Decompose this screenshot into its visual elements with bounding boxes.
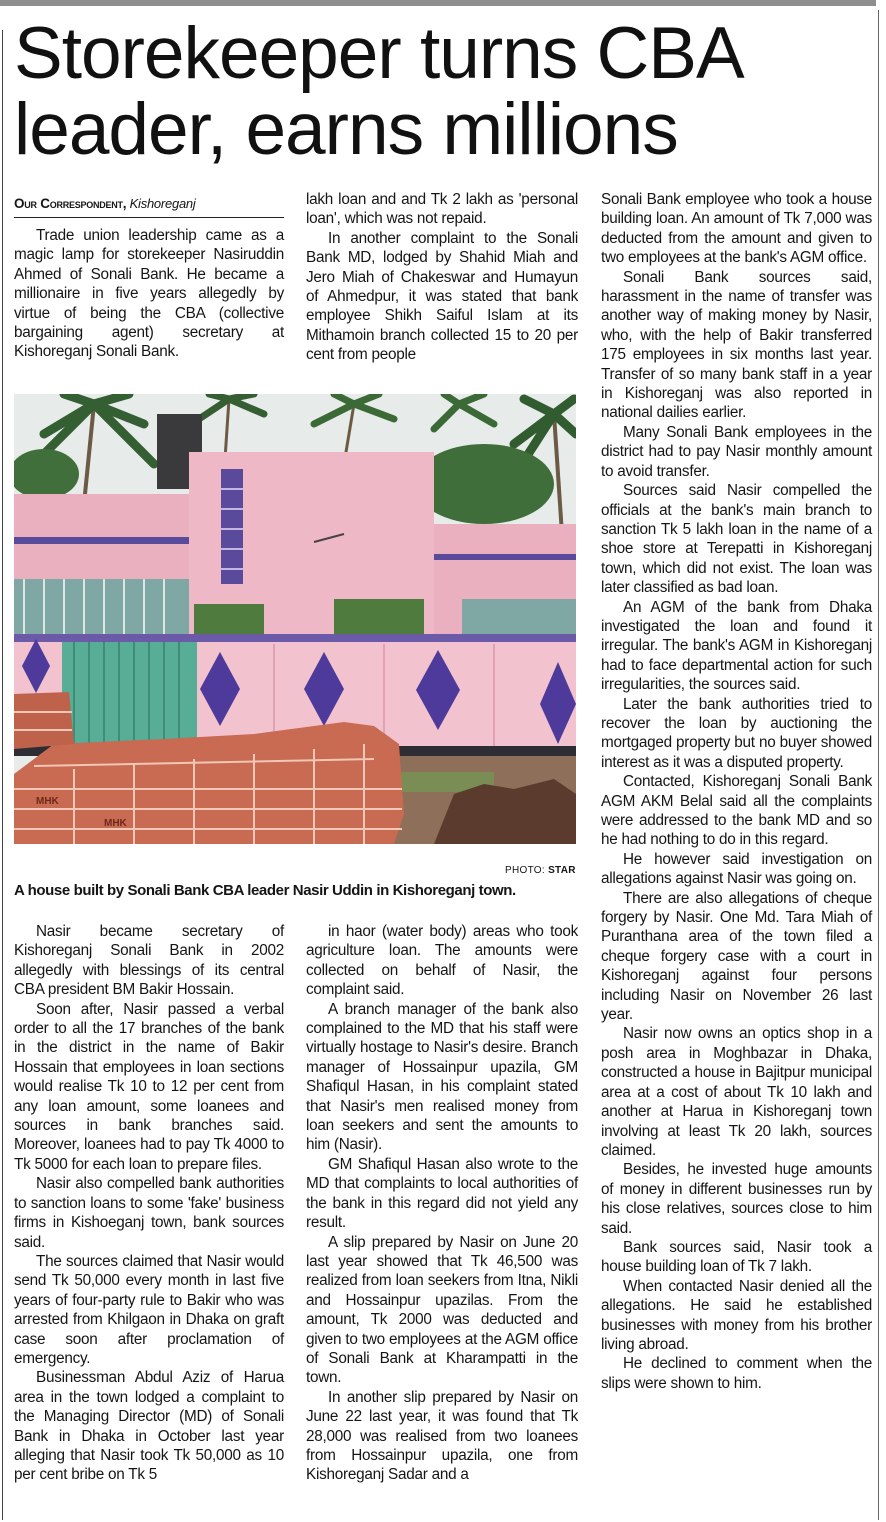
column-3 — [601, 190, 872, 1393]
column-1-top-text — [14, 226, 284, 362]
column-2-bottom — [306, 922, 578, 1485]
article-paragraph: Nasir also compelled bank authorities to sanction loans to some 'fake' business firms in Kishoeganj town, bank sources said. — [14, 1175, 284, 1251]
article-paragraph: A slip prepared by Nasir on June 20 last year showed that Tk 46,500 was realized from loan seekers from Itna, Nikli and Hossainpur upazilas. From the amount, Tk 2000 was deducted and given to two employees at the AGM office of Sonali Bank at Kharampatti in the town. — [306, 1233, 578, 1387]
green-gate — [62, 642, 197, 746]
article-paragraph: Besides, he invested huge amounts of money in different businesses run by his close relatives, sources close to him said. — [601, 1161, 872, 1237]
byline-author: Our Correspondent, — [14, 196, 127, 211]
article-paragraph: When contacted Nasir denied all the allegations. He said he established businesses with money from his brother living abroad. — [601, 1277, 872, 1353]
column-1-bottom — [14, 922, 284, 1485]
photo-caption: A house built by Sonali Bank CBA leader Nasir Uddin in Kishoreganj town. — [14, 882, 516, 899]
brick-stamp: MHK — [36, 796, 59, 807]
article-paragraph: Contacted, Kishoreganj Sonali Bank AGM AKM Belal said all the complaints were addressed to the bank MD and so he had nothing to do in this regard. — [601, 773, 872, 849]
article-paragraph: A branch manager of the bank also complained to the MD that his staff were virtually hostage to Nasir's desire. Branch manager of Hossainpur upazila, GM Shafiqul Hasan, in his complaint stated that Nasir's men realised money from loan seekers and sent the amounts to him (Nasir). — [306, 1000, 578, 1154]
shrub — [334, 599, 424, 639]
article-paragraph: Trade union leadership came as a magic lamp for storekeeper Nasiruddin Ahmed of Sonali Bank. He became a millionaire in five years allegedly by virtue of being the CBA (collective bargaining agent) secretary at Kishoreganj Sonali Bank. — [14, 227, 284, 361]
photo-credit — [505, 865, 576, 876]
article-paragraph: An AGM of the bank from Dhaka investigated the loan and found it irregular. The bank's AGM in Kishoreganj had to face departmental action for such irregularities, the sources said. — [601, 598, 872, 694]
article-paragraph: Bank sources said, Nasir took a house building loan of Tk 7 lakh. — [601, 1238, 872, 1276]
column-3-text — [601, 190, 872, 1393]
article-paragraph: Sonali Bank employee who took a house building loan. An amount of Tk 7,000 was deducted from the amount and given to two employees at the bank's AGM office. — [601, 191, 872, 267]
column-2-bottom-text — [306, 922, 578, 1485]
house-photo — [14, 394, 576, 844]
top-rule — [0, 0, 876, 6]
grille-window-left — [14, 579, 189, 634]
right-column-rule — [878, 10, 879, 1520]
byline-location: Kishoreganj — [129, 196, 196, 211]
byline — [14, 196, 284, 218]
headline: Storekeeper turns CBA leader, earns millions — [14, 13, 740, 170]
column-2-top — [306, 190, 578, 365]
column-1-bottom-text — [14, 922, 284, 1485]
article-paragraph: GM Shafiqul Hasan also wrote to the MD that complaints to local authorities of the bank in this regard did not yield any result. — [306, 1155, 578, 1232]
article-paragraph: in haor (water body) areas who took agriculture loan. The amounts were collected on behalf of Nasir, the complaint said. — [306, 923, 578, 999]
article-paragraph: In another complaint to the Sonali Bank MD, lodged by Shahid Miah and Jero Miah of Chakeswar and Humayun of Ahmedpur, it was stated that bank employee Shikh Saiful Islam at its Mithamoin branch collected 15 to 20 per cent from people — [306, 229, 578, 364]
article-paragraph: Later the bank authorities tried to recover the loan by auctioning the mortgaged property but no buyer showed interest as it was a disputed property. — [601, 695, 872, 771]
article-paragraph: Sonali Bank sources said, harassment in the name of transfer was another way of making money by Nasir, who, with the help of Bakir transferred 175 employees in six months last year. Transfer of so many bank staff in a year in Kishoreganj was also reported in national dailies earlier. — [601, 268, 872, 422]
article-paragraph: lakh loan and and Tk 2 lakh as 'personal loan', which was not repaid. — [306, 191, 578, 228]
column-2-top-text — [306, 190, 578, 365]
article-paragraph: Sources said Nasir compelled the officials at the bank's main branch to sanction Tk 5 lakh loan in the name of a shoe store at Terepatti in Kishoreganj town, which did not exist. The loan was later classified as bad loan. — [601, 482, 872, 597]
article-paragraph: He however said investigation on allegations against Nasir was going on. — [601, 850, 872, 888]
article-paragraph: Nasir became secretary of Kishoreganj Sonali Bank in 2002 allegedly with blessings of its central CBA president BM Bakir Hossain. — [14, 923, 284, 999]
photo-credit-source: STAR — [548, 865, 576, 876]
brick-stamp: MHK — [104, 818, 127, 829]
left-column-rule — [2, 30, 3, 1520]
tower-window — [221, 469, 243, 584]
article-paragraph: Many Sonali Bank employees in the district had to pay Nasir monthly amount to avoid transfer. — [601, 423, 872, 480]
article-paragraph: There are also allegations of cheque forgery by Nasir. One Md. Tara Miah of Puranthana area of the town filed a cheque forgery case with a court in Kishoreganj against four persons including Nasir on November 26 last year. — [601, 889, 872, 1024]
article-paragraph: Businessman Abdul Aziz of Harua area in the town lodged a complaint to the Managing Director (MD) of Sonali Bank in Dhaka in October last year alleging that Nasir took Tk 50,000 as 10 per cent bribe on Tk 5 — [14, 1369, 284, 1484]
article-paragraph: The sources claimed that Nasir would send Tk 50,000 every month in last five years of four-party rule to Bakir who was arrested from Khilgaon in Dhaka on graft case soon after proclamation of emergency. — [14, 1252, 284, 1367]
column-1-top — [14, 196, 284, 362]
article-paragraph: Nasir now owns an optics shop in a posh area in Moghbazar in Dhaka, constructed a house in Bajitpur municipal area at a cost of about Tk 10 lakh and another at Harua in Kishoreganj town involving at least Tk 20 lakh, sources claimed. — [601, 1025, 872, 1159]
article-paragraph: He declined to comment when the slips were shown to him. — [601, 1355, 872, 1392]
article-paragraph: In another slip prepared by Nasir on June 22 last year, it was found that Tk 28,000 was realised from two loanees from Hossainpur upazila, one from Kishoreganj Sadar and a — [306, 1388, 578, 1484]
article-paragraph: Soon after, Nasir passed a verbal order to all the 17 branches of the bank in the district in the name of Bakir Hossain that employees in loan sections would realise Tk 10 to 12 per cent from any loan amount, some loanees and sources in bank branches said. Moreover, loanees had to pay Tk 4000 to Tk 5000 for each loan to prepare files. — [14, 1000, 284, 1173]
photo-credit-label: PHOTO: — [505, 865, 545, 876]
